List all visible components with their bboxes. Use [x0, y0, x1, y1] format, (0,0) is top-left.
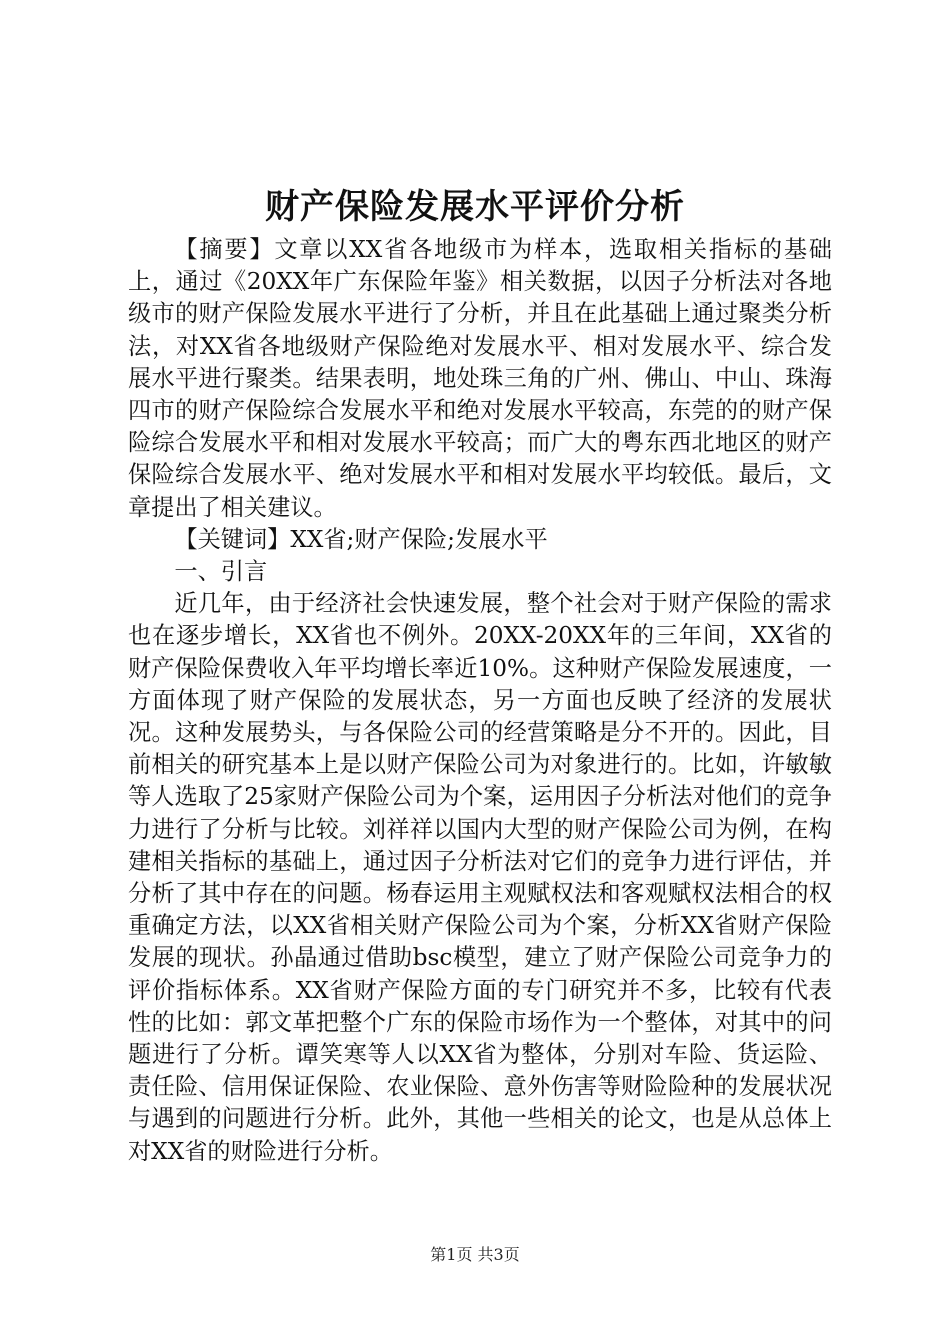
keywords-paragraph: 【关键词】XX省;财产保险;发展水平 [174, 525, 548, 553]
section-heading-introduction: 一、引言 [174, 558, 268, 586]
abstract-paragraph: 【摘要】文章以XX省各地级市为样本，选取相关指标的基础上，通过《20XX年广东保险年鉴》相关数据，以因子分析法对各地级市的财产保险发展水平进行了分析，并且在此基础上通过聚类分析法，对XX省各地级财产保险绝对发展水平、相对发展水平、综合发展水平进行聚类。结果表明，地处珠三角的广州、佛山、中山、珠海四市的财产保险综合发展水平和绝对发展水平较高，东莞的的财产保险综合发展水平和相对发展水平较高；而广大的粤东西北地区的财产保险综合发展水平、绝对发展水平和相对发展水平均较低。最后，文章提出了相关建议。 [128, 236, 832, 521]
document-body [128, 234, 832, 1168]
document-title: 财产保险发展水平评价分析 [265, 187, 685, 227]
page-footer: 第1页 共3页 [430, 1245, 520, 1264]
introduction-paragraph: 近几年，由于经济社会快速发展，整个社会对于财产保险的需求也在逐步增长，XX省也不例外。20XX-20XX年的三年间，XX省的财产保险保费收入年平均增长率近10%。这种财产保险发展速度，一方面体现了财产保险的发展状态，另一方面也反映了经济的发展状况。这种发展势头，与各保险公司的经营策略是分不开的。因此，目前相关的研究基本上是以财产保险公司为对象进行的。比如，许敏敏等人选取了25家财产保险公司为个案，运用因子分析法对他们的竞争力进行了分析与比较。刘祥祥以国内大型的财产保险公司为例，在构建相关指标的基础上，通过因子分析法对它们的竞争力进行评估，并分析了其中存在的问题。杨春运用主观赋权法和客观赋权法相合的权重确定方法，以XX省相关财产保险公司为个案，分析XX省财产保险发展的现状。孙晶通过借助bsc模型，建立了财产保险公司竞争力的评价指标体系。XX省财产保险方面的专门研究并不多，比较有代表性的比如：郭文革把整个广东的保险市场作为一个整体，对其中的问题进行了分析。谭笑寒等人以XX省为整体，分别对车险、货运险、责任险、信用保证保险、农业保险、意外伤害等财险险种的发展状况与遇到的问题进行分析。此外，其他一些相关的论文，也是从总体上对XX省的财险进行分析。 [128, 590, 832, 1165]
